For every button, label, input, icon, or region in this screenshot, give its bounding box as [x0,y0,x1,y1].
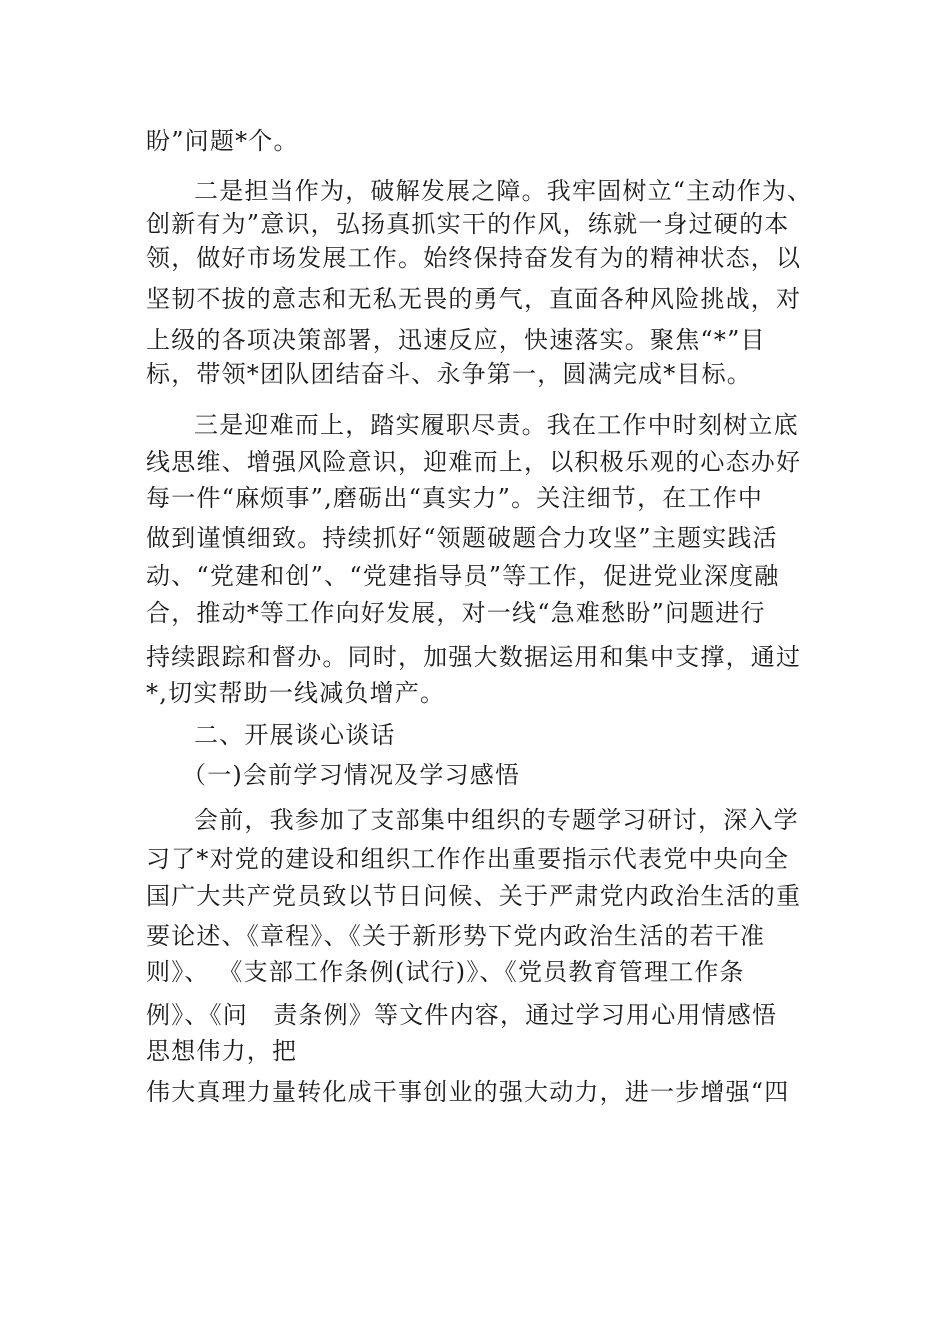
text-line: 要论述、《章程》、《关于新形势下党内政治生活的若干准 [146,922,766,950]
text-line: 上级的各项决策部署，迅速反应，快速落实。聚焦“*”目 [146,326,766,354]
text-line: 则》、 《支部工作条例(试行)》、《党员教育管理工作条 [146,958,745,986]
text-line: 做到谨慎细致。持续抓好“领题破题合力攻坚”主题实践活 [146,524,778,552]
text-line: 动、“党建和创”、“党建指导员”等工作，促进党业深度融 [146,562,780,590]
text-line: 伟大真理力量转化成干事创业的强大动力，进一步增强“四 [146,1078,790,1106]
text-line: 国广大共产党员致以节日问候、关于严肃党内政治生活的重 [146,882,802,910]
paragraph-first-line: 二是担当作为，破解发展之障。我牢固树立“主动作为、 [194,177,813,205]
text-line: 创新有为”意识，弘扬真抓实干的作风，练就一身过硬的本 [146,210,790,238]
section-heading: 二、开展谈心谈话 [194,721,396,749]
text-line: 持续跟踪和督办。同时，加强大数据运用和集中支撑，通过 [146,643,802,671]
text-line: 思想伟力，把 [146,1037,298,1065]
text-line: 线思维、增强风险意识，迎难而上，以积极乐观的心态办好 [146,448,802,476]
text-line: 每一件“麻烦事”,磨砺出“真实力”。关注细节，在工作中 [146,484,764,512]
text-line: 标，带领*团队团结奋斗、永争第一，圆满完成*目标。 [146,360,752,388]
text-line: 领，做好市场发展工作。始终保持奋发有为的精神状态，以 [146,244,802,272]
subsection-heading: （一)会前学习情况及学习感悟 [182,761,521,789]
text-line: 习了*对党的建设和组织工作作出重要指示代表党中央向全 [146,845,790,873]
paragraph-first-line: 三是迎难而上，踏实履职尽责。我在工作中时刻树立底 [194,411,799,439]
text-line: 坚韧不拔的意志和无私无畏的勇气，直面各种风险挑战，对 [146,285,802,313]
text-line: 盼”问题*个。 [146,127,299,155]
text-line: 合，推动*等工作向好发展，对一线“急难愁盼”问题进行 [146,599,766,627]
text-line: *,切实帮助一线减负增产。 [146,679,446,707]
paragraph-first-line: 会前，我参加了支部集中组织的专题学习研讨，深入学 [194,806,799,834]
text-line: 例》、《问 责条例》等文件内容，通过学习用心用情感悟 [146,1001,778,1029]
